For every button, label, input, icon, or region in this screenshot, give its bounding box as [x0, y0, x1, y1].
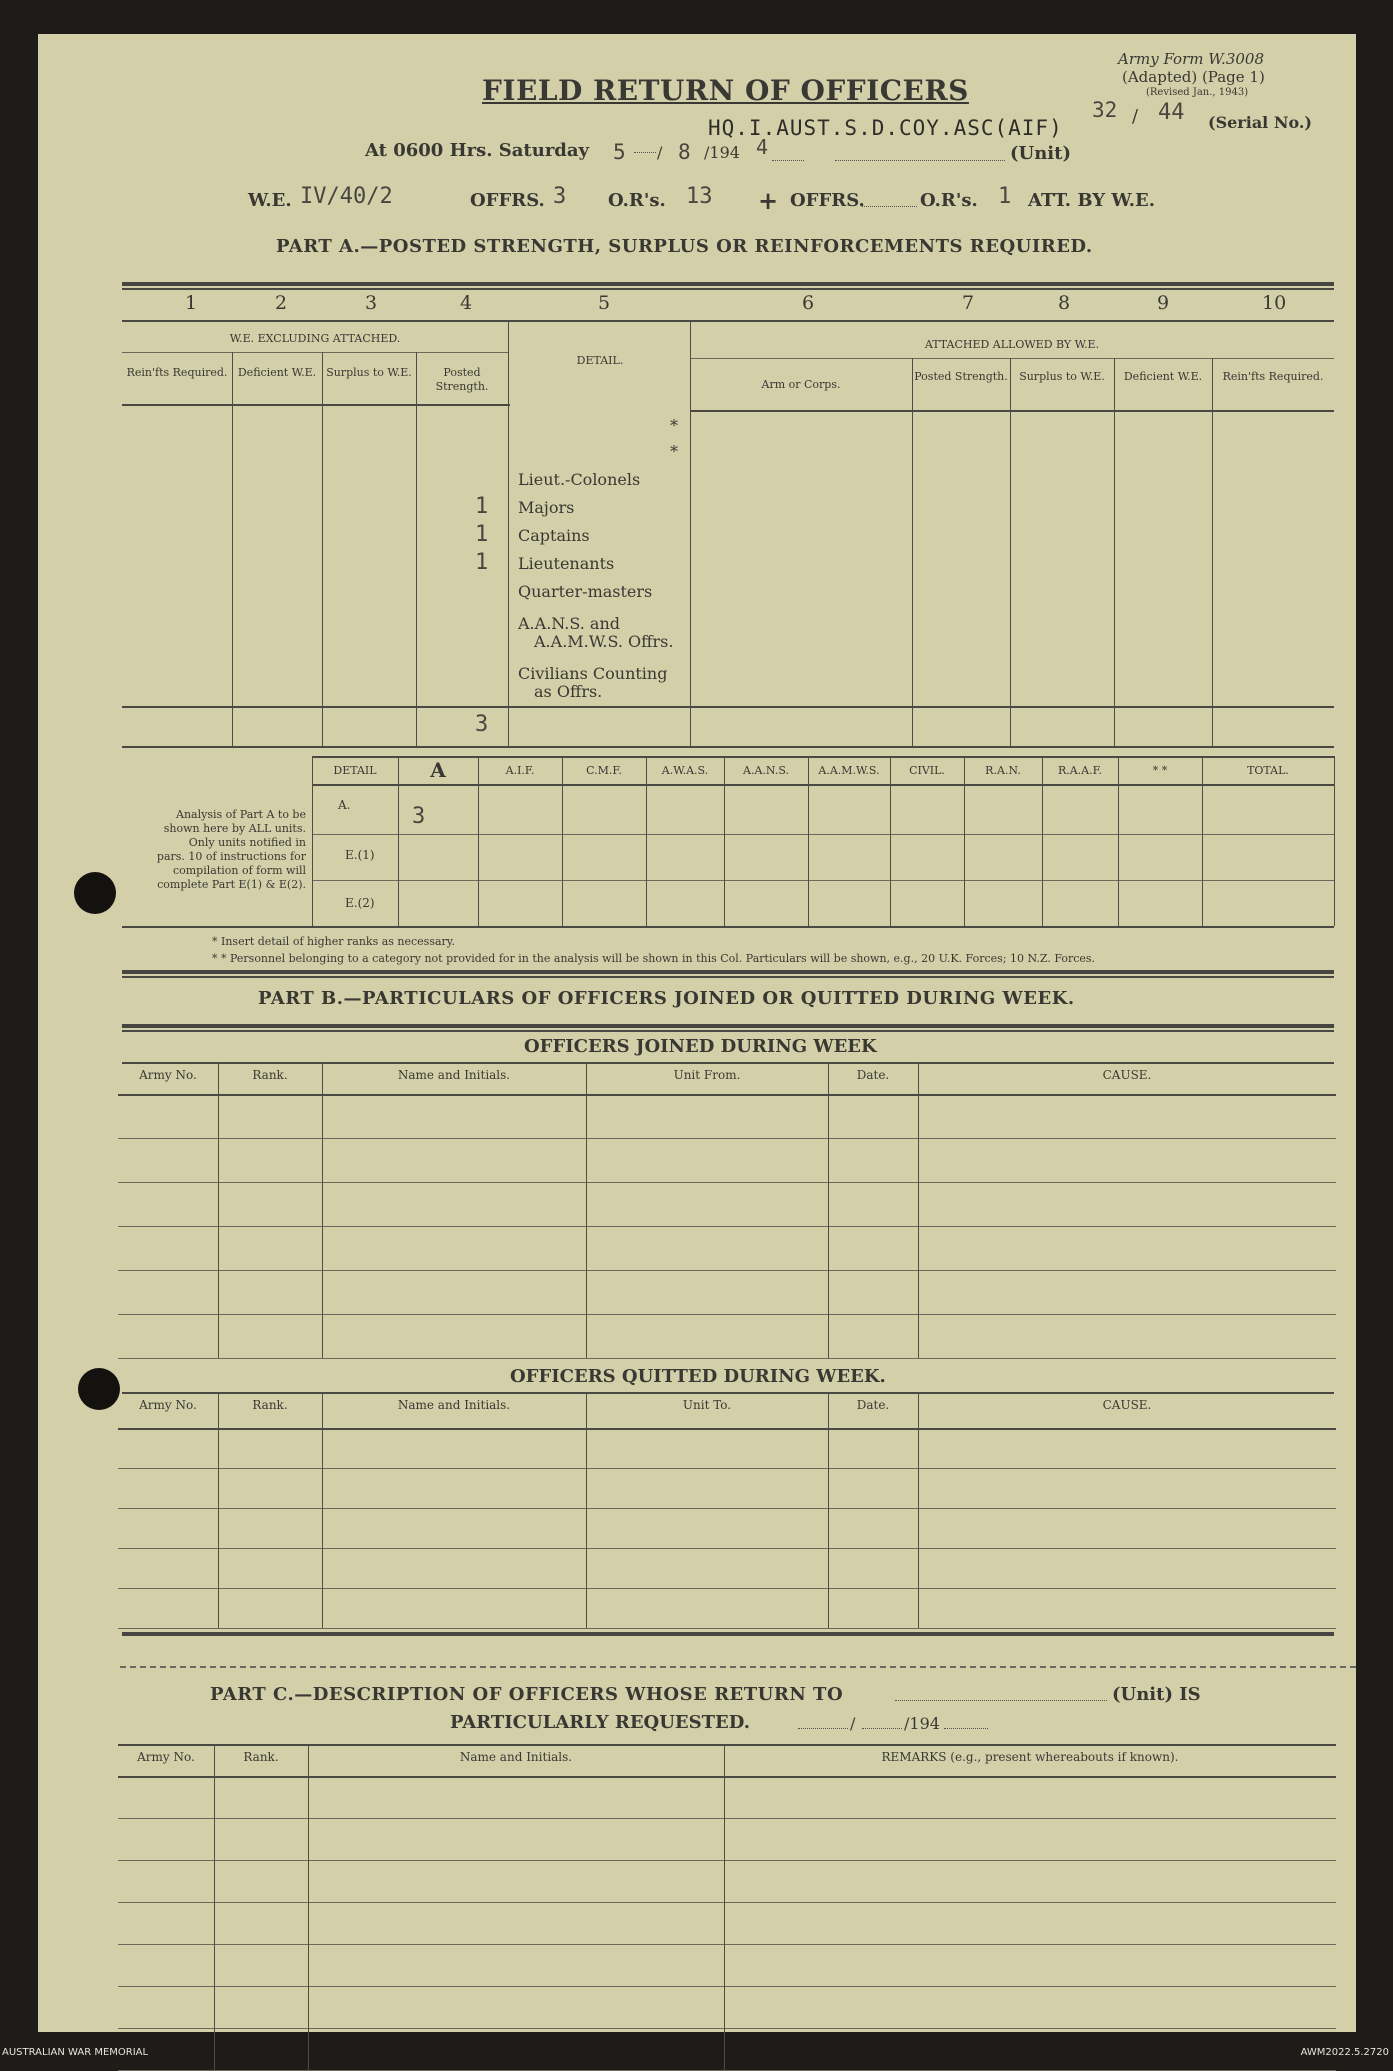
column-number: 4	[460, 292, 473, 314]
rank-lieutenants: Lieutenants	[518, 554, 615, 573]
table-header: Name and Initials.	[397, 1068, 511, 1082]
table-header: Rank.	[243, 1750, 279, 1764]
quitted-title: OFFICERS QUITTED DURING WEEK.	[510, 1366, 886, 1387]
table-row	[118, 1548, 1336, 1549]
rank-aamws: A.A.M.W.S. Offrs.	[534, 632, 674, 651]
table-row	[118, 1860, 1336, 1861]
left-header: Surplus to W.E.	[326, 366, 412, 379]
table-header: CAUSE.	[1102, 1398, 1152, 1412]
analysis-header: A.I.F.	[505, 764, 535, 777]
right-header: Rein'fts Required.	[1222, 370, 1324, 383]
unit-label: (Unit)	[1010, 143, 1071, 164]
offrs-label: OFFRS.	[470, 190, 545, 211]
table-row	[118, 1468, 1336, 1469]
column-number: 9	[1157, 292, 1170, 314]
part-b-title: PART B.—PARTICULARS OF OFFICERS JOINED OR QUITTED DURING WEEK.	[258, 988, 1075, 1009]
lieutenants-posted: 1	[475, 550, 489, 575]
column-number: 10	[1262, 292, 1287, 314]
rank-aans: A.A.N.S. and	[518, 614, 620, 633]
table-row	[118, 1628, 1336, 1629]
att-label: ATT. BY W.E.	[1028, 190, 1156, 211]
attached-header: ATTACHED ALLOWED BY W.E.	[924, 338, 1100, 351]
majors-posted: 1	[475, 494, 489, 519]
part-c-subtitle: PARTICULARLY REQUESTED.	[450, 1712, 750, 1733]
footnote-2: * * Personnel belonging to a category not provided for in the analysis will be shown in this Col. Particulars will be shown, e.g., 20 U.K. Forces; 10 N.Z. Forces.	[212, 952, 1096, 965]
table-row	[118, 1182, 1336, 1183]
right-header: Arm or Corps.	[761, 378, 841, 391]
table-header: CAUSE.	[1102, 1068, 1152, 1082]
ors2-label: O.R's.	[920, 190, 978, 211]
ors-value: 13	[686, 184, 713, 209]
analysis-header: A.A.N.S.	[743, 764, 789, 777]
we-excl-header: W.E. EXCLUDING ATTACHED.	[229, 332, 401, 345]
year-value: 4	[756, 135, 769, 159]
year-prefix: /194	[704, 143, 740, 162]
asterisk: *	[670, 416, 678, 435]
offrs2-label: OFFRS.	[790, 190, 865, 211]
analysis-header: C.M.F.	[586, 764, 622, 777]
part-a-title: PART A.—POSTED STRENGTH, SURPLUS OR REINFORCEMENTS REQUIRED.	[276, 236, 1093, 257]
table-header: Name and Initials.	[397, 1398, 511, 1412]
analysis-header: A.A.M.W.S.	[818, 764, 880, 777]
part-c-unit-is: (Unit) IS	[1112, 1684, 1201, 1705]
table-header: Name and Initials.	[459, 1750, 573, 1764]
table-row	[118, 1358, 1336, 1359]
form-id-line2: (Adapted) (Page 1)	[1122, 68, 1265, 86]
serial-number: 32	[1092, 98, 1118, 122]
footer-right: AWM2022.5.2720	[1300, 2047, 1389, 2058]
table-row	[118, 1508, 1336, 1509]
table-header: Army No.	[139, 1068, 197, 1082]
rank-civilians: Civilians Counting	[518, 664, 668, 683]
analysis-header: A.W.A.S.	[661, 764, 709, 777]
asterisk: *	[670, 442, 678, 461]
rank-majors: Majors	[518, 498, 575, 517]
table-row	[118, 1986, 1336, 1987]
table-header: Unit From.	[673, 1068, 741, 1082]
analysis-header: R.A.N.	[985, 764, 1021, 777]
table-header: REMARKS (e.g., present whereabouts if known).	[881, 1750, 1179, 1764]
column-number: 5	[598, 292, 611, 314]
column-number: 6	[802, 292, 815, 314]
time-text: At 0600 Hrs. Saturday	[365, 140, 590, 161]
column-number: 7	[962, 292, 975, 314]
table-row	[118, 1818, 1336, 1819]
rank-quartermasters: Quarter-masters	[518, 582, 653, 601]
ors-label: O.R's.	[608, 190, 666, 211]
table-header: Army No.	[137, 1750, 195, 1764]
left-header: Deficient W.E.	[237, 366, 317, 379]
offrs-value: 3	[553, 184, 567, 209]
table-header: Date.	[856, 1068, 890, 1082]
rank-captains: Captains	[518, 526, 590, 545]
analysis-header: R.A.A.F.	[1057, 764, 1103, 777]
analysis-header: DETAIL	[333, 764, 377, 777]
table-row	[118, 1902, 1336, 1903]
footnote-1: * Insert detail of higher ranks as necessary.	[212, 935, 456, 948]
analysis-a-value: 3	[412, 804, 426, 829]
table-row	[118, 1588, 1336, 1589]
table-row	[118, 1314, 1336, 1315]
perforation	[120, 1666, 1356, 1668]
table-row	[118, 1138, 1336, 1139]
we-label: W.E.	[248, 190, 292, 211]
table-header: Date.	[856, 1398, 890, 1412]
serial-label: (Serial No.)	[1208, 113, 1312, 132]
we-value: IV/40/2	[300, 184, 393, 209]
joined-title: OFFICERS JOINED DURING WEEK	[524, 1036, 877, 1057]
rank-civilians-2: as Offrs.	[534, 682, 603, 701]
table-header: Army No.	[139, 1398, 197, 1412]
analysis-header: * *	[1152, 764, 1168, 777]
rank-lieut-colonels: Lieut.-Colonels	[518, 470, 641, 489]
analysis-note: Analysis of Part A to be shown here by ALL units. Only units notified in pars. 10 of instructions for compilation of form will complete Part E(1) & E(2).	[156, 808, 306, 891]
column-number: 2	[275, 292, 288, 314]
part-c-date: /194	[904, 1714, 940, 1733]
analysis-header: TOTAL.	[1247, 764, 1289, 777]
form-id-line1: Army Form W.3008	[1118, 50, 1264, 68]
punch-hole	[78, 1368, 120, 1410]
right-header: Deficient W.E.	[1123, 370, 1203, 383]
ors2-value: 1	[998, 184, 1012, 209]
column-number: 8	[1058, 292, 1071, 314]
analysis-header: A	[430, 758, 446, 782]
unit-name: HQ.I.AUST.S.D.COY.ASC(AIF)	[708, 116, 1063, 140]
analysis-row-e2: E.(2)	[345, 896, 375, 910]
table-row	[118, 1226, 1336, 1227]
posted-total: 3	[475, 712, 489, 737]
footer-left: AUSTRALIAN WAR MEMORIAL	[2, 2047, 149, 2058]
analysis-header: CIVIL.	[909, 764, 945, 777]
table-header: Rank.	[252, 1068, 288, 1082]
part-c-title: PART C.—DESCRIPTION OF OFFICERS WHOSE RETURN TO	[210, 1684, 844, 1705]
month-value: 8	[678, 140, 691, 164]
column-number: 1	[185, 292, 198, 314]
analysis-row-e1: E.(1)	[345, 848, 375, 862]
table-row	[118, 1270, 1336, 1271]
left-header: Rein'fts Required.	[126, 366, 228, 379]
column-number: 3	[365, 292, 378, 314]
right-header: Posted Strength.	[914, 370, 1008, 383]
form-id-line3: (Revised Jan., 1943)	[1146, 87, 1249, 98]
analysis-row-a: A.	[338, 798, 351, 812]
table-row	[118, 1944, 1336, 1945]
left-header: Posted Strength.	[435, 366, 489, 393]
table-row	[118, 2028, 1336, 2029]
day-value: 5	[613, 140, 626, 164]
serial-year: 44	[1158, 100, 1185, 125]
table-header: Unit To.	[682, 1398, 732, 1412]
page-title: FIELD RETURN OF OFFICERS	[482, 74, 969, 107]
captains-posted: 1	[475, 522, 489, 547]
table-header: Rank.	[252, 1398, 288, 1412]
punch-hole	[74, 872, 116, 914]
right-header: Surplus to W.E.	[1019, 370, 1105, 383]
detail-header: DETAIL.	[576, 354, 624, 367]
